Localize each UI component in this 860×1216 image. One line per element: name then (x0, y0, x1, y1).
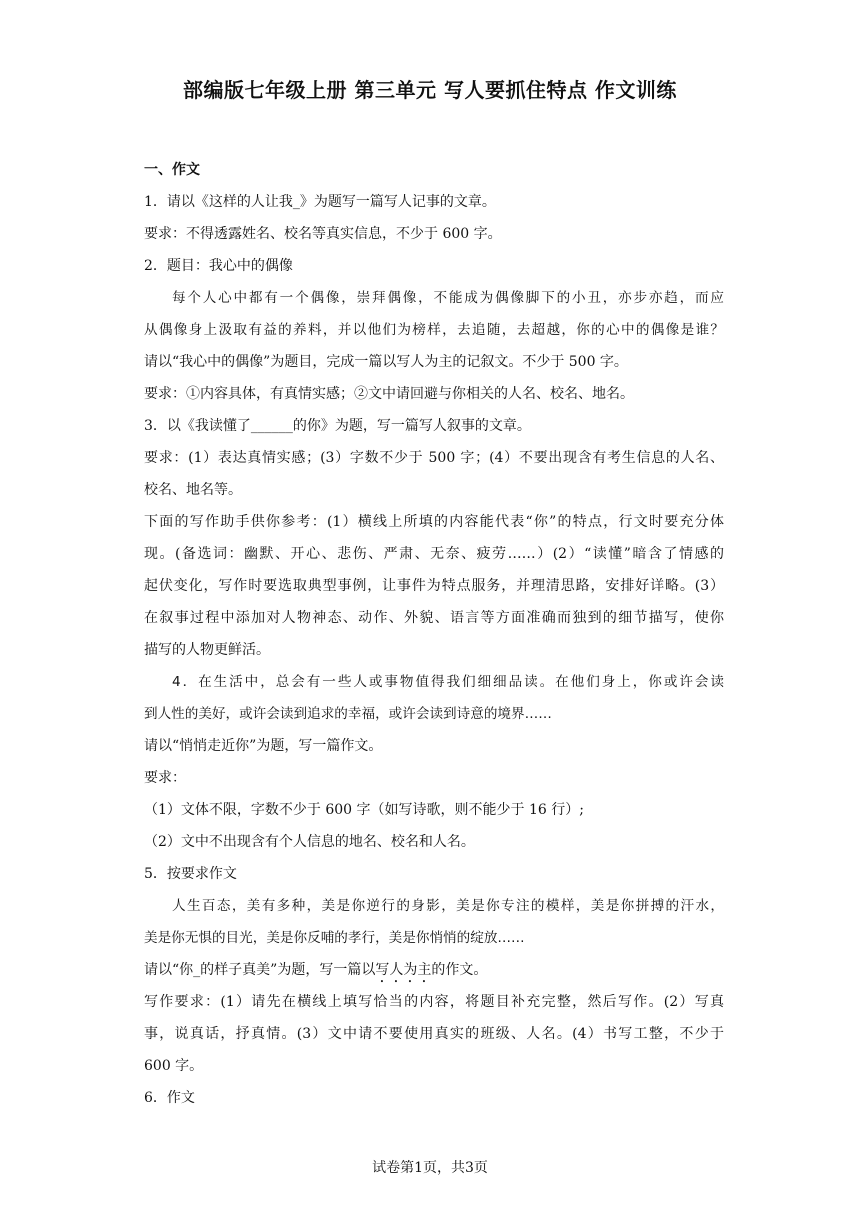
q3-helper-line-3: 起伏变化，写作时要选取典型事例，让事件为特点服务，并理清思路，安排好详略。(3） (144, 578, 724, 594)
q3-prompt: 3．以《我读懂了______的你》为题，写一篇写人叙事的文章。 (144, 418, 531, 434)
q2-requirements: 要求：①内容具体，有真情实感；②文中请回避与你相关的人名、校名、地名。 (144, 386, 634, 402)
q3-requirements-line-1: 要求：(1）表达真情实感；(3）字数不少于 500 字；(4）不要出现含有考生信息的人名、 (144, 450, 724, 466)
q2-material-line-1: 每个人心中都有一个偶像，崇拜偶像，不能成为偶像脚下的小丑，亦步亦趋，而应 (172, 290, 724, 306)
q5-prompt-end: 的作文。 (431, 962, 488, 978)
section-heading: 一、作文 (144, 162, 200, 178)
q5-material-line-2: 美是你无惧的目光，美是你反哺的孝行，美是你悄悄的绽放…… (144, 930, 525, 946)
q2-material-line-2: 从偶像身上汲取有益的养料，并以他们为榜样，去追随，去超越，你的心中的偶像是谁？ (144, 322, 724, 338)
q5-requirements-line-2: 事，说真话，抒真情。(3）文中请不要使用真实的班级、人名。(4）书写工整，不少于 (144, 1026, 724, 1042)
page-title: 部编版七年级上册 第三单元 写人要抓住特点 作文训练 (183, 78, 677, 102)
q3-helper-line-4: 在叙事过程中添加对人物神态、动作、外貌、语言等方面准确而独到的细节描写，使你 (144, 610, 724, 626)
q4-requirement-1: （1）文体不限，字数不少于 600 字（如写诗歌，则不能少于 16 行）; (144, 802, 584, 818)
q6-title: 6．作文 (144, 1090, 195, 1106)
page-footer: 试卷第1页，共3页 (372, 1160, 488, 1176)
q1-prompt: 1．请以《这样的人让我_》为题写一篇写人记事的文章。 (144, 194, 496, 210)
q3-helper-line-2: 现。(备选词：幽默、开心、悲伤、严肃、无奈、疲劳……）(2）“读懂”暗含了情感的 (144, 546, 724, 562)
content-body (144, 154, 724, 1114)
q5-requirements-line-1: 写作要求：(1）请先在横线上填写恰当的内容，将题目补充完整，然后写作。(2）写真 (144, 994, 724, 1010)
q5-prompt (144, 954, 724, 986)
q2-prompt: 请以“我心中的偶像”为题目，完成一篇以写人为主的记叙文。不少于 500 字。 (144, 354, 628, 370)
q2-title: 2．题目：我心中的偶像 (144, 258, 293, 274)
q5-requirements-line-3: 600 字。 (144, 1058, 204, 1074)
q1-requirements: 要求：不得透露姓名、校名等真实信息，不少于 600 字。 (144, 226, 502, 242)
q3-helper-line-5: 描写的人物更鲜活。 (144, 642, 270, 658)
q3-requirements-line-2: 校名、地名等。 (144, 482, 242, 498)
q4-requirements-label: 要求： (144, 770, 186, 786)
q4-material-line-2: 到人性的美好，或许会读到追求的幸福，或许会读到诗意的境界…… (144, 706, 552, 722)
q5-prompt-start: 请以“你_的样子真美”为题，写一篇以 (144, 962, 376, 978)
q4-requirement-2: （2）文中不出现含有个人信息的地名、校名和人名。 (144, 834, 475, 850)
q5-prompt-emphasis: 写人为主 (375, 962, 432, 978)
q4-prompt: 请以“悄悄走近你”为题，写一篇作文。 (144, 738, 383, 754)
q5-title: 5．按要求作文 (144, 866, 237, 882)
q5-material-line-1: 人生百态，美有多种，美是你逆行的身影，美是你专注的模样，美是你拼搏的汗水， (172, 898, 724, 914)
q3-helper-line-1: 下面的写作助手供你参考：(1）横线上所填的内容能代表“你”的特点，行文时要充分体 (144, 514, 724, 530)
q4-material-line-1: 4．在生活中，总会有一些人或事物值得我们细细品读。在他们身上，你或许会读 (172, 674, 724, 690)
